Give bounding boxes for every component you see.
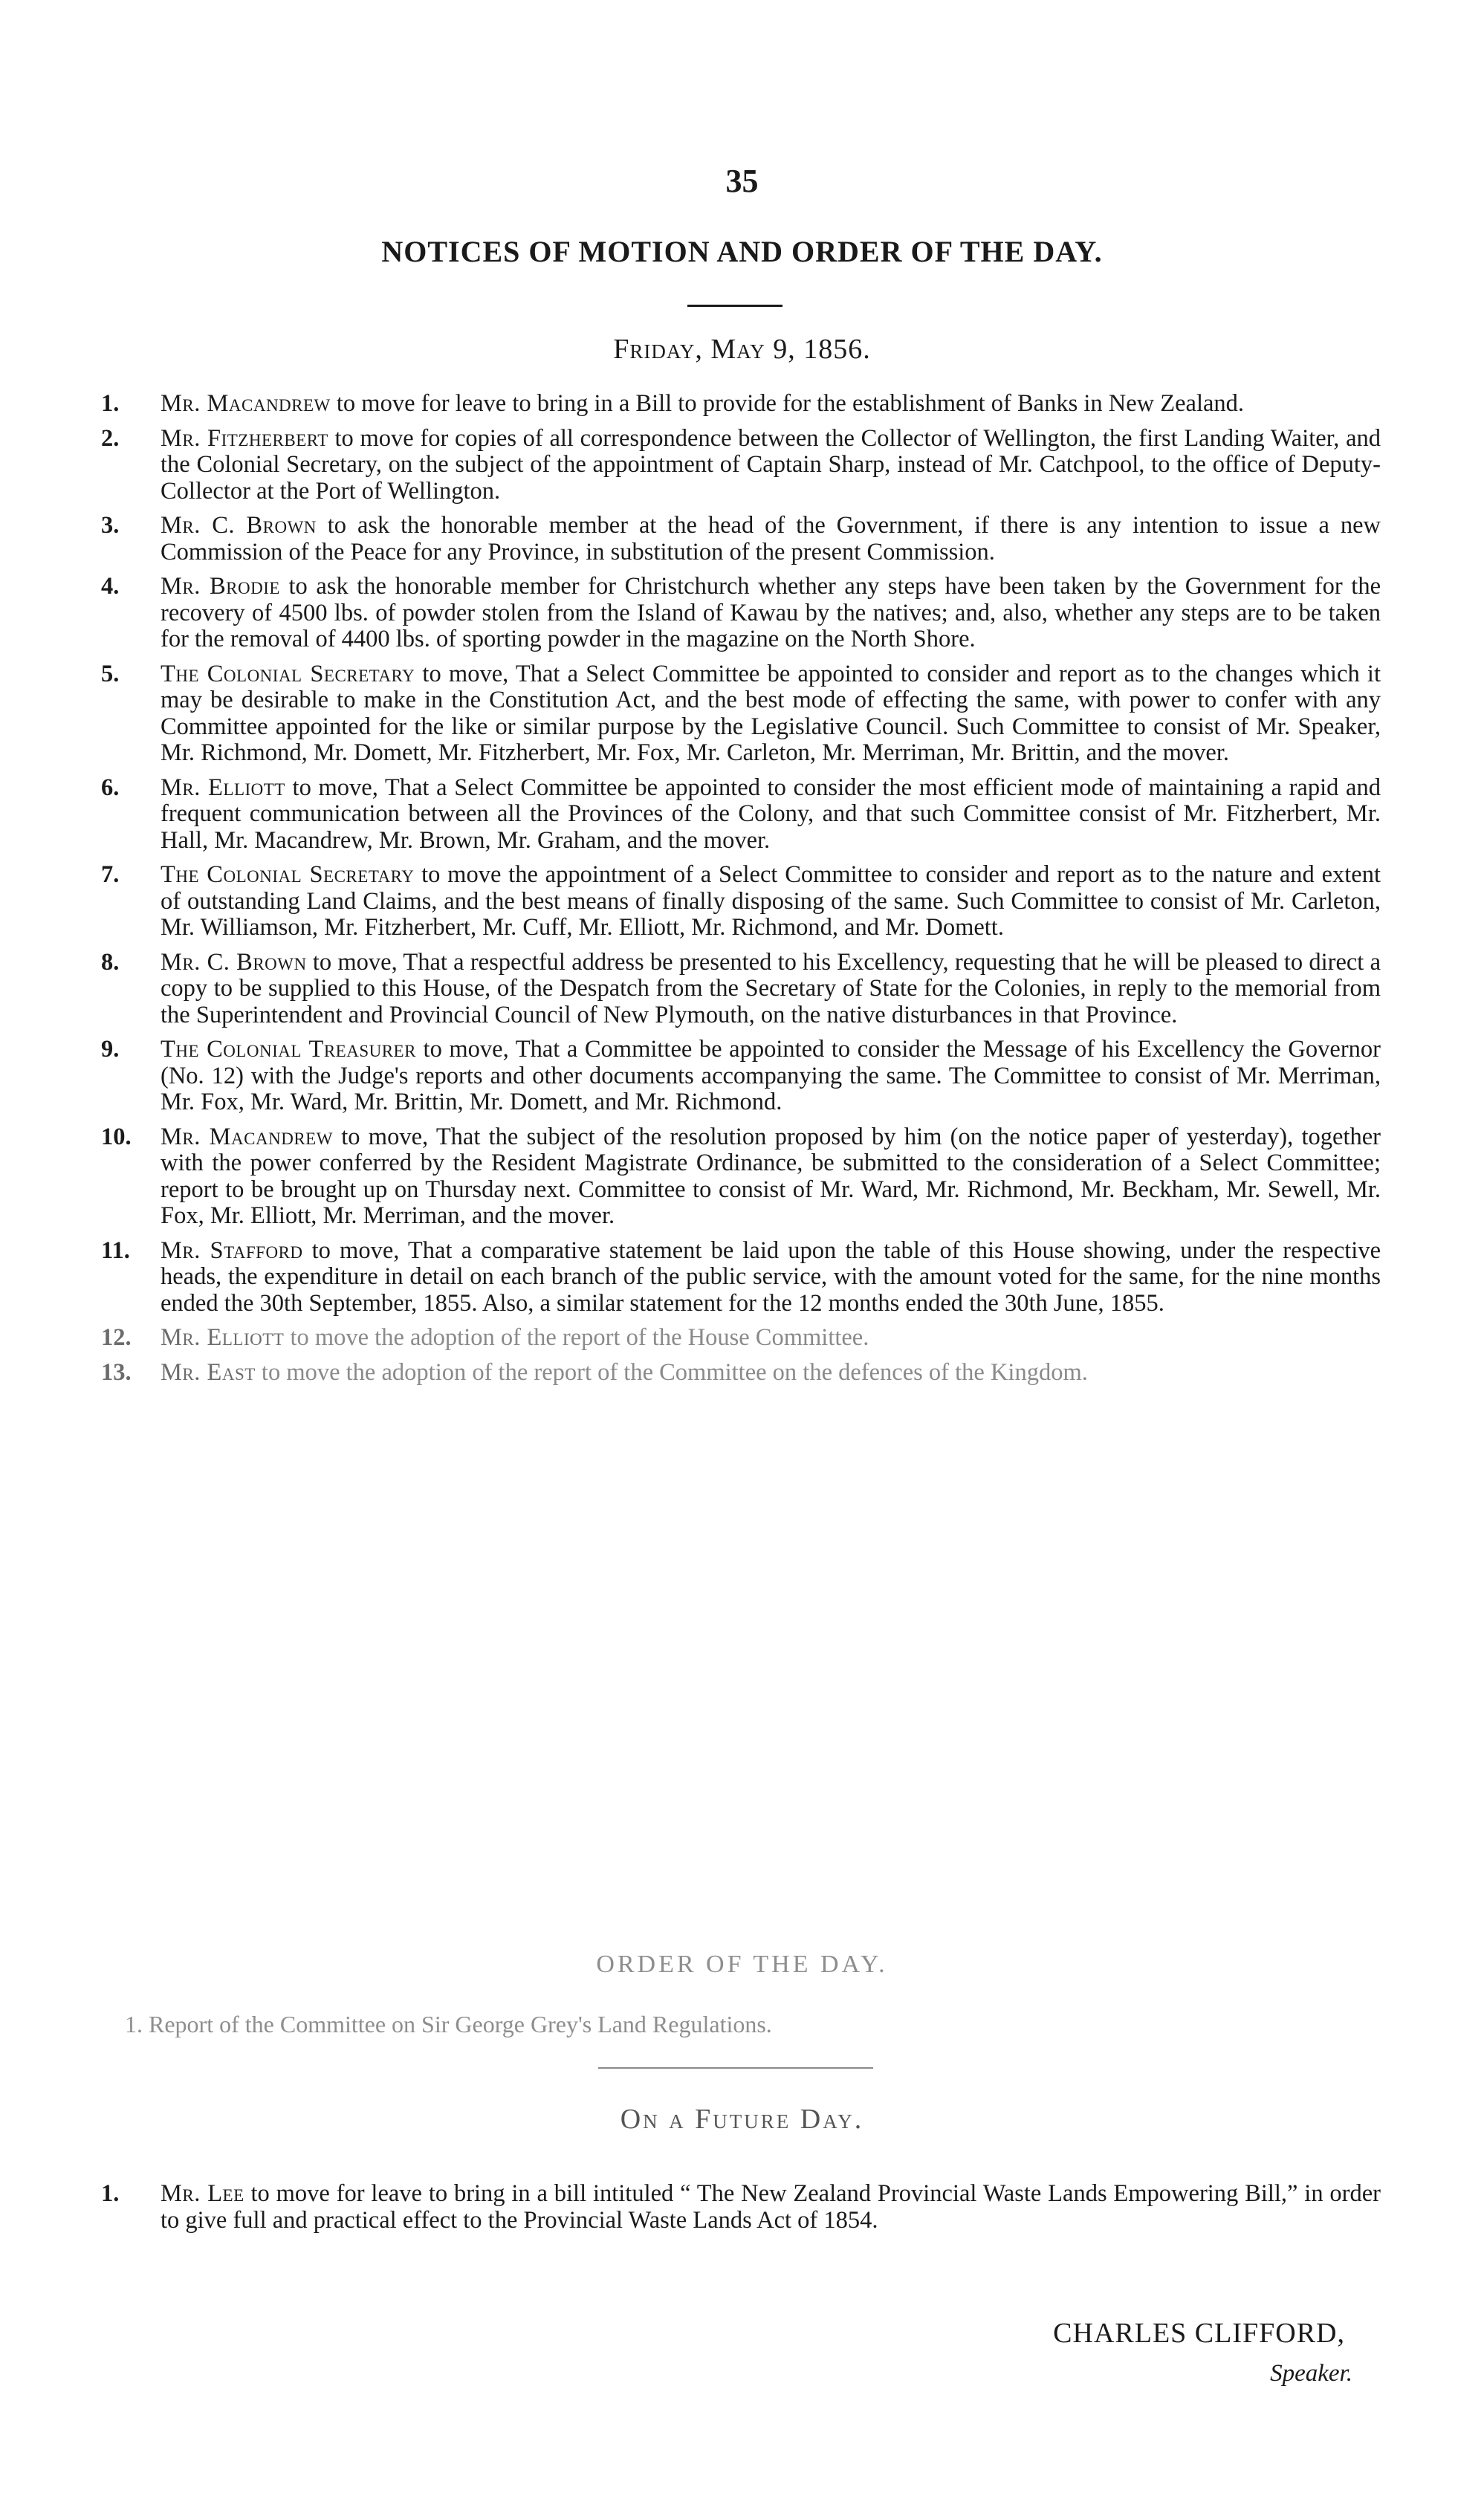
motion-number: 2. (101, 424, 120, 452)
motion-text: to ask the honorable member for Christchurch whether any steps have been taken by the Government for the recovery of 4500 lbs. of powder stolen from the Island of Kawau by the natives; and, also, whether any steps are to be taken for the removal of 4400 lbs. of sporting powder in the magazine on the North Shore. (161, 573, 1381, 652)
motion-number: 8. (101, 948, 120, 976)
motion-mover: Mr. C. Brown (161, 512, 317, 539)
motion-mover: The Colonial Secretary (161, 861, 415, 888)
motion-text: to move for leave to bring in a Bill to provide for the establishment of Banks in New Zealand. (330, 390, 1245, 417)
motion-text: to move the adoption of the report of the House Committee. (284, 1324, 869, 1351)
page-title: NOTICES OF MOTION AND ORDER OF THE DAY. (381, 235, 1103, 268)
motion-item (88, 1360, 1381, 1387)
motion-number: 1. (101, 390, 120, 417)
signature-title: Speaker. (1270, 2360, 1352, 2387)
motion-text: to ask the honorable member at the head of the Government, if there is any intention to issue a new Commission of the Peace for any Province, in substitution of the present Commission. (161, 512, 1381, 565)
motion-text: to move, That a Select Committee be appointed to consider the most efficient mode of maintaining a rapid and frequent communication between all the Provinces of the Colony, and that such Committee consist of Mr. Fitzherbert, Mr. Hall, Mr. Macandrew, Mr. Brown, Mr. Graham, and the mover. (161, 774, 1381, 854)
motion-text: to move, That the subject of the resolution proposed by him (on the notice paper of yesterday), together with the power conferred by the Resident Magistrate Ordinance, be submitted to the consideration of a Select Committee; report to be brought up on Thursday next. Committee to consist of Mr. Ward, Mr. Richmond, Mr. Beckham, Mr. Sewell, Mr. Fox, Mr. Elliott, Mr. Merriman, and the mover. (161, 1123, 1381, 1229)
motion-number: 9. (101, 1036, 120, 1063)
signature-name: CHARLES CLIFFORD, (1053, 2318, 1345, 2349)
motion-mover: Mr. Elliott (161, 1324, 285, 1351)
motion-text: to move for leave to bring in a bill intituled “ The New Zealand Provincial Waste Lands Empowering Bill,” in order to give full and practical effect to the Provincial Waste Lands Act of 1854. (161, 2180, 1381, 2234)
motion-number: 7. (101, 861, 120, 888)
motion-item (88, 391, 1381, 418)
motion-mover: Mr. Stafford (161, 1236, 303, 1264)
future-motion-item (88, 2181, 1381, 2234)
motion-number: 1. (101, 2180, 120, 2207)
motion-mover: The Colonial Secretary (161, 660, 415, 687)
motion-item (88, 862, 1381, 941)
title-divider (687, 305, 782, 307)
date-line: Friday, May 9, 1856. (613, 334, 871, 365)
future-day-list (88, 2181, 1381, 2242)
motion-mover: Mr. C. Brown (161, 948, 307, 976)
motion-text: to move, That a Select Committee be appointed to consider and report as to the changes which it may be desirable to make in the Constitution Act, and the best mode of effecting the same, with power to confer with any Committee appointed for the like or similar purpose by the Legislative Council. Such Committee to consist of Mr. Speaker, Mr. Richmond, Mr. Domett, Mr. Fitzherbert, Mr. Fox, Mr. Carleton, Mr. Merriman, Mr. Brittin, and the mover. (161, 660, 1381, 766)
order-of-the-day-heading: ORDER OF THE DAY. (596, 1951, 888, 1978)
motion-mover: Mr. Brodie (161, 573, 280, 600)
motion-text: to move, That a Committee be appointed to consider the Message of his Excellency the Governor (No. 12) with the Judge's reports and other documents accompanying the same. The Committee to consist of Mr. Merriman, Mr. Fox, Mr. Ward, Mr. Brittin, Mr. Domett, and Mr. Richmond. (161, 1036, 1381, 1115)
motion-item (88, 775, 1381, 855)
motion-mover: The Colonial Treasurer (161, 1036, 416, 1063)
motion-number: 5. (101, 660, 120, 687)
motion-item (88, 574, 1381, 653)
future-day-heading: On a Future Day. (620, 2104, 864, 2135)
motion-text: to move for copies of all correspondence between the Collector of Wellington, the first Landing Waiter, and the Colonial Secretary, on the subject of the appointment of Captain Sharp, instead of Mr. Catchpool, to the office of Deputy-Collector at the Port of Wellington. (161, 424, 1381, 505)
motion-number: 11. (101, 1236, 130, 1264)
motion-item (88, 513, 1381, 565)
motion-mover: Mr. Macandrew (161, 390, 331, 417)
motion-item (88, 950, 1381, 1029)
motion-text: to move the appointment of a Select Committee to consider and report as to the nature and extent of outstanding Land Claims, and the best means of finally disposing of the same. Such Committee to consist of Mr. Carleton, Mr. Williamson, Mr. Fitzherbert, Mr. Cuff, Mr. Elliott, Mr. Richmond, and Mr. Domett. (161, 861, 1381, 941)
motion-number: 13. (101, 1358, 132, 1386)
motion-number: 12. (101, 1324, 132, 1351)
motion-text: to move the adoption of the report of the Committee on the defences of the Kingdom. (255, 1358, 1088, 1386)
order-item-number: 1. (125, 2011, 143, 2037)
notices-of-motion-list (88, 391, 1381, 1394)
order-of-the-day-item (125, 2011, 1388, 2038)
order-item-text: Report of the Committee on Sir George Grey's Land Regulations. (149, 2011, 772, 2037)
motion-item (88, 1037, 1381, 1116)
motion-item (88, 661, 1381, 767)
motion-mover: Mr. East (161, 1358, 256, 1386)
motion-item (88, 1325, 1381, 1352)
motion-number: 6. (101, 774, 120, 801)
motion-mover: Mr. Macandrew (161, 1123, 333, 1150)
motion-mover: Mr. Elliott (161, 774, 285, 801)
page-number: 35 (725, 163, 759, 199)
motion-item (88, 1238, 1381, 1317)
motion-text: to move, That a comparative statement be laid upon the table of this House showing, under the respective heads, the expenditure in detail on each branch of the public service, with the amount voted for the same, for the nine months ended the 30th September, 1855. Also, a similar statement for the 12 months ended the 30th June, 1855. (161, 1236, 1381, 1317)
motion-number: 10. (101, 1123, 132, 1150)
motion-mover: Mr. Fitzherbert (161, 424, 328, 452)
motion-item (88, 426, 1381, 505)
motion-item (88, 1124, 1381, 1230)
motion-number: 3. (101, 512, 120, 539)
motion-number: 4. (101, 573, 120, 600)
motion-mover: Mr. Lee (161, 2180, 244, 2207)
motion-text: to move, That a respectful address be presented to his Excellency, requesting that he will be pleased to direct a copy to be supplied to this House, of the Despatch from the Secretary of State for the Colonies, in reply to the memorial from the Superintendent and Provincial Council of New Plymouth, on the native disturbances in that Province. (161, 948, 1381, 1028)
section-divider (598, 2067, 873, 2069)
